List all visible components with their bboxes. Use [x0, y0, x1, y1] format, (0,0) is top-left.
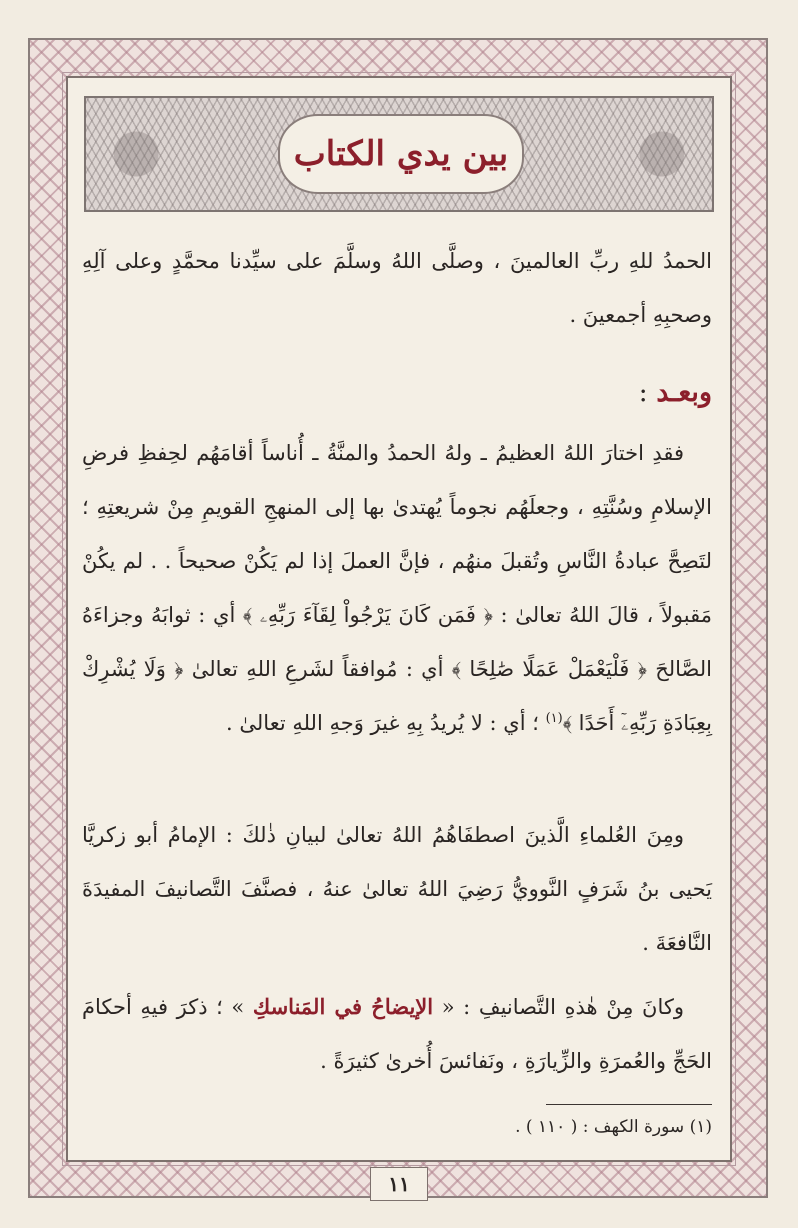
footnote-text: (١) سورة الكهف : ( ١١٠ ) . [515, 1117, 712, 1137]
section-heading [82, 366, 712, 420]
title-banner [84, 96, 714, 212]
paragraph2-part-b: أي : ثوابَهُ وجزاءَهُ الصَّالحَ [82, 603, 712, 681]
page-number-box [370, 1167, 428, 1201]
paragraph2-part-d: ؛ أي : لا يُريدُ بِهِ غيرَ وَجهِ اللهِ تعالىٰ . [226, 711, 546, 735]
opening-paragraph: الحمدُ للهِ ربِّ العالمينَ ، وصلَّى اللهُ وسلَّمَ على سيِّدنا محمَّدٍ وعلى آلِهِ وصحبِهِ أجمعينَ . [82, 249, 712, 327]
paragraph-book-mention [82, 980, 712, 1088]
wabad-heading: وبعـد [656, 377, 712, 408]
title-cartouche [278, 114, 524, 194]
footnote-divider [546, 1104, 712, 1105]
wabad-colon: : [638, 377, 657, 408]
paragraph4-part-b: » ؛ ذكرَ فيهِ أحكامَ الحَجِّ والعُمرَةِ والزِّيارَةِ ، ونَفائسَ أُخرىٰ كثيرَةً . [82, 995, 712, 1073]
paragraph4-part-a: وكانَ مِنْ هٰذهِ التَّصانيفِ : « [433, 995, 685, 1019]
paragraph-ulama-intro [82, 426, 712, 750]
paragraph2-part-a: فقدِ اختارَ اللهُ العظيمُ ـ ولهُ الحمدُ والمنَّةُ ـ أُناساً أقامَهُم لحِفظِ فرضِ الإسلامِ وسُنَّتِهِ ، وجعلَهُم نجوماً يُهتدىٰ بها إلى المنهجِ القويمِ مِنْ شريعتِهِ ؛ لتَصِحَّ عبادةُ النَّاسِ وتُقبلَ منهُم ، فإنَّ العملَ إذا لم يَكُنْ صحيحاً . . لم يكُنْ مَقبولاً ، قالَ اللهُ تعالىٰ : [82, 441, 712, 627]
paragraph2-part-c: أي : مُوافقاً لشَرعِ اللهِ تعالىٰ [183, 657, 452, 681]
page-title: بين يدي الكتاب [293, 134, 509, 174]
page-number: ١١ [388, 1172, 410, 1196]
quran-verse-1: ﴿ فَمَن كَانَ يَرْجُواْ لِقَآءَ رَبِّهِۦ ﴾ [242, 603, 493, 627]
quran-verse-2: ﴿ فَلْيَعْمَلْ عَمَلًا صَٰلِحًا ﴾ [451, 657, 647, 681]
quran-verse-3: ﴿ وَلَا يُشْرِكْ بِعِبَادَةِ رَبِّهِۦٓ أَحَدًا ﴾ [82, 657, 712, 735]
paragraph-nawawi: ومِنَ العُلماءِ الَّذينَ اصطفَاهُمُ اللهُ تعالىٰ لبيانِ ذٰلكَ : الإمامُ أبو زكريَّا يَحيى بنُ شَرَفٍ النَّوويُّ رَضِيَ اللهُ تعالىٰ عنهُ ، فصنَّفَ التَّصانيفَ المفيدَةَ النَّافعَةَ . [82, 823, 712, 955]
footnote-marker[interactable]: (١) [545, 711, 563, 726]
book-title-highlight: الإيضاحُ في المَناسكِ [252, 994, 434, 1019]
